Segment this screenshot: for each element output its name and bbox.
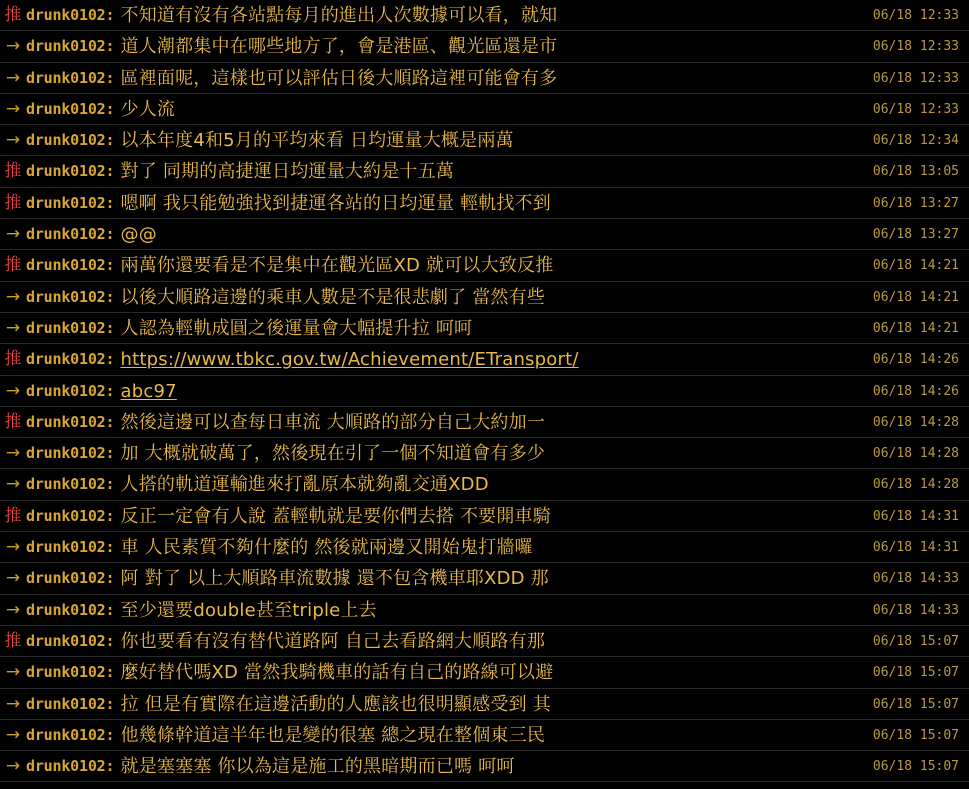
arrow-tag: → bbox=[5, 474, 21, 495]
push-userid[interactable]: drunk0102 bbox=[26, 663, 106, 682]
push-content: 對了 同期的高捷運日均運量大約是十五萬 bbox=[120, 161, 455, 183]
push-userid[interactable]: drunk0102 bbox=[26, 131, 106, 150]
push-separator: : bbox=[105, 68, 115, 87]
arrow-tag: → bbox=[5, 724, 21, 745]
push-userid[interactable]: drunk0102 bbox=[26, 68, 106, 87]
push-timestamp: 06/18 14:21 bbox=[872, 258, 959, 274]
push-userid[interactable]: drunk0102 bbox=[26, 475, 106, 494]
push-userid[interactable]: drunk0102 bbox=[26, 694, 106, 713]
push-content: 你也要看有沒有替代道路阿 自己去看路網大順路有那 bbox=[120, 630, 546, 652]
push-tag: 推 bbox=[4, 5, 22, 25]
push-row bbox=[0, 31, 969, 62]
push-timestamp: 06/18 14:31 bbox=[872, 540, 959, 556]
push-timestamp: 06/18 15:07 bbox=[872, 665, 959, 681]
push-tag: 推 bbox=[4, 349, 22, 370]
push-tag: 推 bbox=[4, 255, 22, 276]
push-content: 就是塞塞塞 你以為這是施工的黑暗期而已嗎 呵呵 bbox=[120, 756, 515, 778]
arrow-tag: → bbox=[5, 380, 21, 401]
push-content-link[interactable]: abc97 bbox=[120, 380, 177, 402]
push-separator: : bbox=[105, 256, 115, 275]
push-row bbox=[0, 438, 969, 469]
push-separator: : bbox=[105, 37, 115, 56]
arrow-tag: → bbox=[5, 224, 21, 245]
push-separator: : bbox=[105, 6, 115, 24]
push-content: 反正一定會有人說 蓋輕軌就是要你們去搭 不要開車騎 bbox=[120, 505, 551, 527]
push-content: 兩萬你還要看是不是集中在觀光區XD 就可以大致反推 bbox=[120, 255, 554, 277]
push-content: 拉 但是有實際在這邊活動的人應該也很明顯感受到 其 bbox=[120, 693, 551, 715]
push-userid[interactable]: drunk0102 bbox=[26, 193, 106, 212]
push-content: 然後這邊可以查每日車流 大順路的部分自己大約加一 bbox=[120, 411, 546, 433]
push-userid[interactable]: drunk0102 bbox=[26, 444, 106, 463]
arrow-tag: → bbox=[5, 67, 21, 88]
push-row bbox=[0, 313, 969, 344]
arrow-tag: → bbox=[5, 286, 21, 307]
push-separator: : bbox=[105, 694, 115, 713]
push-row bbox=[0, 626, 969, 657]
push-userid[interactable]: drunk0102 bbox=[26, 37, 106, 56]
push-userid[interactable]: drunk0102 bbox=[26, 225, 106, 244]
push-row bbox=[0, 344, 969, 375]
arrow-tag: → bbox=[5, 317, 21, 338]
push-content: 嗯啊 我只能勉強找到捷運各站的日均運量 輕軌找不到 bbox=[120, 192, 551, 214]
push-separator: : bbox=[105, 631, 115, 650]
arrow-tag: → bbox=[5, 756, 21, 777]
push-content: 阿 對了 以上大順路車流數據 還不包含機車耶XDD 那 bbox=[120, 568, 549, 590]
push-row bbox=[0, 532, 969, 563]
push-userid[interactable]: drunk0102 bbox=[26, 381, 106, 400]
push-separator: : bbox=[105, 725, 115, 744]
push-timestamp: 06/18 13:05 bbox=[872, 164, 959, 180]
push-separator: : bbox=[105, 569, 115, 588]
push-separator: : bbox=[105, 131, 115, 150]
push-content: @@ bbox=[120, 224, 157, 246]
push-row bbox=[0, 563, 969, 594]
push-content: 少人流 bbox=[120, 98, 176, 120]
push-row bbox=[0, 0, 969, 31]
arrow-tag: → bbox=[5, 662, 21, 683]
push-userid[interactable]: drunk0102 bbox=[26, 318, 106, 337]
push-separator: : bbox=[105, 412, 115, 431]
arrow-tag: → bbox=[5, 98, 21, 119]
push-tag: 推 bbox=[4, 411, 22, 432]
push-content: 以後大順路這邊的乘車人數是不是很悲劇了 當然有些 bbox=[120, 286, 546, 308]
push-separator: : bbox=[105, 444, 115, 463]
push-row bbox=[0, 63, 969, 94]
push-content: 區裡面呢，這樣也可以評估日後大順路這裡可能會有多 bbox=[120, 67, 558, 89]
push-separator: : bbox=[105, 381, 115, 400]
push-userid[interactable]: drunk0102 bbox=[26, 569, 106, 588]
push-userid[interactable]: drunk0102 bbox=[26, 600, 106, 619]
push-content: 至少還要double甚至triple上去 bbox=[120, 599, 377, 621]
push-row bbox=[0, 156, 969, 187]
push-timestamp: 06/18 14:33 bbox=[872, 602, 959, 618]
push-row bbox=[0, 469, 969, 500]
push-content: 加 大概就破萬了，然後現在引了一個不知道會有多少 bbox=[120, 443, 546, 465]
push-content-link[interactable]: https://www.tbkc.gov.tw/Achievement/ETransport/ bbox=[120, 349, 579, 371]
push-separator: : bbox=[105, 193, 115, 212]
push-timestamp: 06/18 14:26 bbox=[872, 352, 959, 368]
push-timestamp: 06/18 14:28 bbox=[872, 446, 959, 462]
push-userid[interactable]: drunk0102 bbox=[26, 162, 106, 181]
push-userid[interactable]: drunk0102 bbox=[26, 506, 106, 525]
push-timestamp: 06/18 15:07 bbox=[872, 759, 959, 775]
push-timestamp: 06/18 14:21 bbox=[872, 289, 959, 305]
push-separator: : bbox=[105, 663, 115, 682]
push-row bbox=[0, 376, 969, 407]
push-separator: : bbox=[105, 162, 115, 181]
push-timestamp: 06/18 14:21 bbox=[872, 320, 959, 336]
arrow-tag: → bbox=[5, 36, 21, 57]
push-separator: : bbox=[105, 318, 115, 337]
push-row bbox=[0, 188, 969, 219]
push-separator: : bbox=[105, 287, 115, 306]
push-content: 人搭的軌道運輸進來打亂原本就夠亂交通XDD bbox=[120, 474, 489, 496]
push-userid[interactable]: drunk0102 bbox=[26, 725, 106, 744]
push-row bbox=[0, 595, 969, 626]
push-row bbox=[0, 657, 969, 688]
arrow-tag: → bbox=[5, 537, 21, 558]
push-timestamp: 06/18 14:28 bbox=[872, 414, 959, 430]
push-userid[interactable]: drunk0102 bbox=[26, 287, 106, 306]
push-separator: : bbox=[105, 757, 115, 776]
push-userid[interactable]: drunk0102 bbox=[26, 350, 106, 369]
push-row bbox=[0, 94, 969, 125]
arrow-tag: → bbox=[5, 599, 21, 620]
push-timestamp: 06/18 12:33 bbox=[872, 39, 959, 55]
push-content: 人認為輕軌成圓之後運量會大幅提升拉 呵呵 bbox=[120, 317, 473, 339]
push-timestamp: 06/18 13:27 bbox=[872, 227, 959, 243]
push-timestamp: 06/18 15:07 bbox=[872, 727, 959, 743]
push-row bbox=[0, 250, 969, 281]
push-separator: : bbox=[105, 600, 115, 619]
arrow-tag: → bbox=[5, 568, 21, 589]
push-separator: : bbox=[105, 350, 115, 369]
push-userid[interactable]: drunk0102 bbox=[26, 538, 106, 557]
push-timestamp: 06/18 12:34 bbox=[872, 133, 959, 149]
push-timestamp: 06/18 12:33 bbox=[872, 8, 959, 23]
push-content: 道人潮都集中在哪些地方了，會是港區、觀光區還是市 bbox=[120, 36, 558, 58]
push-userid[interactable]: drunk0102 bbox=[26, 412, 106, 431]
push-row bbox=[0, 219, 969, 250]
push-userid[interactable]: drunk0102 bbox=[26, 757, 106, 776]
push-tag: 推 bbox=[4, 630, 22, 651]
arrow-tag: → bbox=[5, 693, 21, 714]
push-content: 車 人民素質不夠什麼的 然後就兩邊又開始鬼打牆囉 bbox=[120, 537, 533, 559]
push-tag: 推 bbox=[4, 192, 22, 213]
push-row bbox=[0, 282, 969, 313]
push-timestamp: 06/18 14:26 bbox=[872, 383, 959, 399]
push-userid[interactable]: drunk0102 bbox=[26, 256, 106, 275]
push-userid[interactable]: drunk0102 bbox=[26, 99, 106, 118]
push-row bbox=[0, 751, 969, 782]
push-timestamp: 06/18 14:28 bbox=[872, 477, 959, 493]
push-row bbox=[0, 501, 969, 532]
push-row bbox=[0, 720, 969, 751]
push-userid[interactable]: drunk0102 bbox=[26, 6, 106, 24]
push-timestamp: 06/18 15:07 bbox=[872, 696, 959, 712]
arrow-tag: → bbox=[5, 443, 21, 464]
push-timestamp: 06/18 13:27 bbox=[872, 195, 959, 211]
push-content: 麼好替代嗎XD 當然我騎機車的話有自己的路線可以避 bbox=[120, 662, 554, 684]
push-timestamp: 06/18 14:33 bbox=[872, 571, 959, 587]
push-separator: : bbox=[105, 225, 115, 244]
push-timestamp: 06/18 12:33 bbox=[872, 101, 959, 117]
push-row bbox=[0, 125, 969, 156]
push-timestamp: 06/18 12:33 bbox=[872, 70, 959, 86]
push-row bbox=[0, 407, 969, 438]
push-userid[interactable]: drunk0102 bbox=[26, 631, 106, 650]
push-content: 不知道有沒有各站點每月的進出人次數據可以看，就知 bbox=[120, 5, 558, 26]
push-tag: 推 bbox=[4, 505, 22, 526]
push-separator: : bbox=[105, 506, 115, 525]
push-separator: : bbox=[105, 99, 115, 118]
push-content: 以本年度4和5月的平均來看 日均運量大概是兩萬 bbox=[120, 130, 514, 152]
push-content: 他幾條幹道這半年也是變的很塞 總之現在整個東三民 bbox=[120, 724, 546, 746]
push-separator: : bbox=[105, 538, 115, 557]
push-separator: : bbox=[105, 475, 115, 494]
push-tag: 推 bbox=[4, 161, 22, 182]
arrow-tag: → bbox=[5, 130, 21, 151]
push-timestamp: 06/18 15:07 bbox=[872, 633, 959, 649]
push-row bbox=[0, 689, 969, 720]
push-timestamp: 06/18 14:31 bbox=[872, 508, 959, 524]
